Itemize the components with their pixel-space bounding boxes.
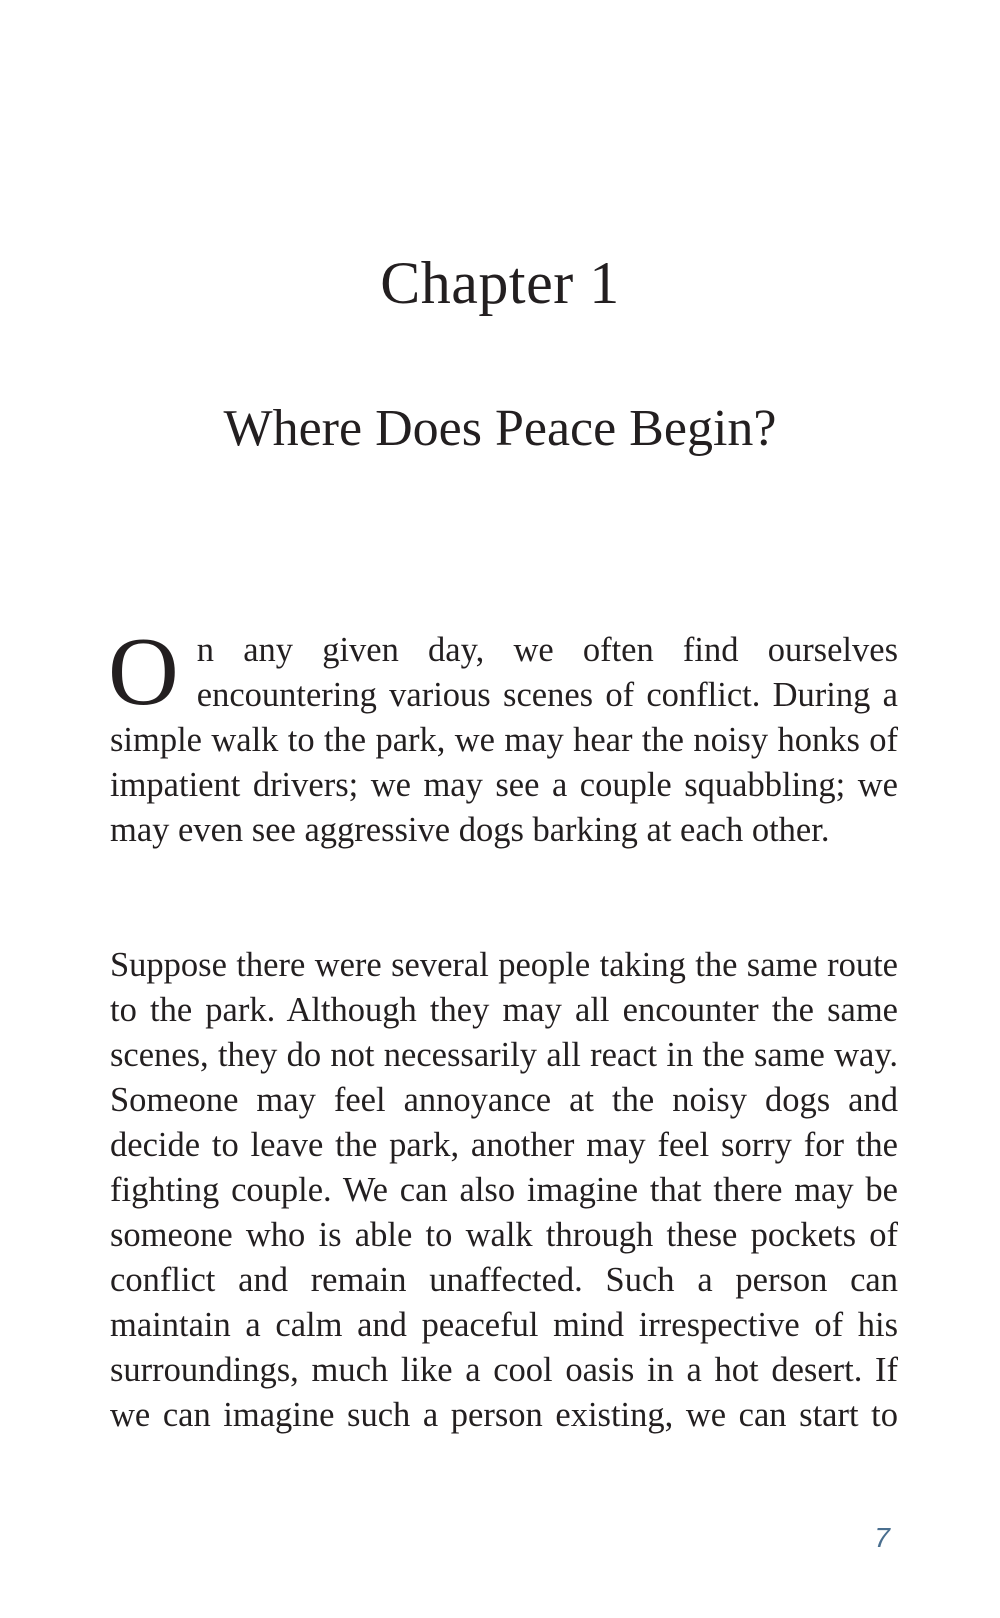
- paragraph-2: [110, 943, 898, 1438]
- paragraph-1: [108, 618, 898, 853]
- chapter-number: Chapter 1: [380, 250, 620, 316]
- paragraph-2-text: Suppose there were several people taking the same route to the park. Although they may all encounter the same scenes, they do not necessarily all react in the same way. Someone may feel annoyance at the noisy dogs and decide to leave the park, another may feel sorry for the fighting couple. We can also imagine that there may be someone who is able to walk through these pockets of conflict and remain unaffected. Such a person can maintain a calm and peaceful mind irrespective of his surroundings, much like a cool oasis in a hot desert. If we can imagine such a person existing, we can start to: [110, 946, 898, 1434]
- paragraph-1-text: n any given day, we often find ourselves encountering various scenes of conflict. During a simple walk to the park, we may hear the noisy honks of impatient drivers; we may see a couple squabbling; we may even see aggressive dogs barking at each other.: [110, 631, 898, 849]
- page-number: 7: [874, 1522, 890, 1553]
- drop-cap: O: [108, 618, 179, 726]
- chapter-title: Where Does Peace Begin?: [223, 400, 777, 457]
